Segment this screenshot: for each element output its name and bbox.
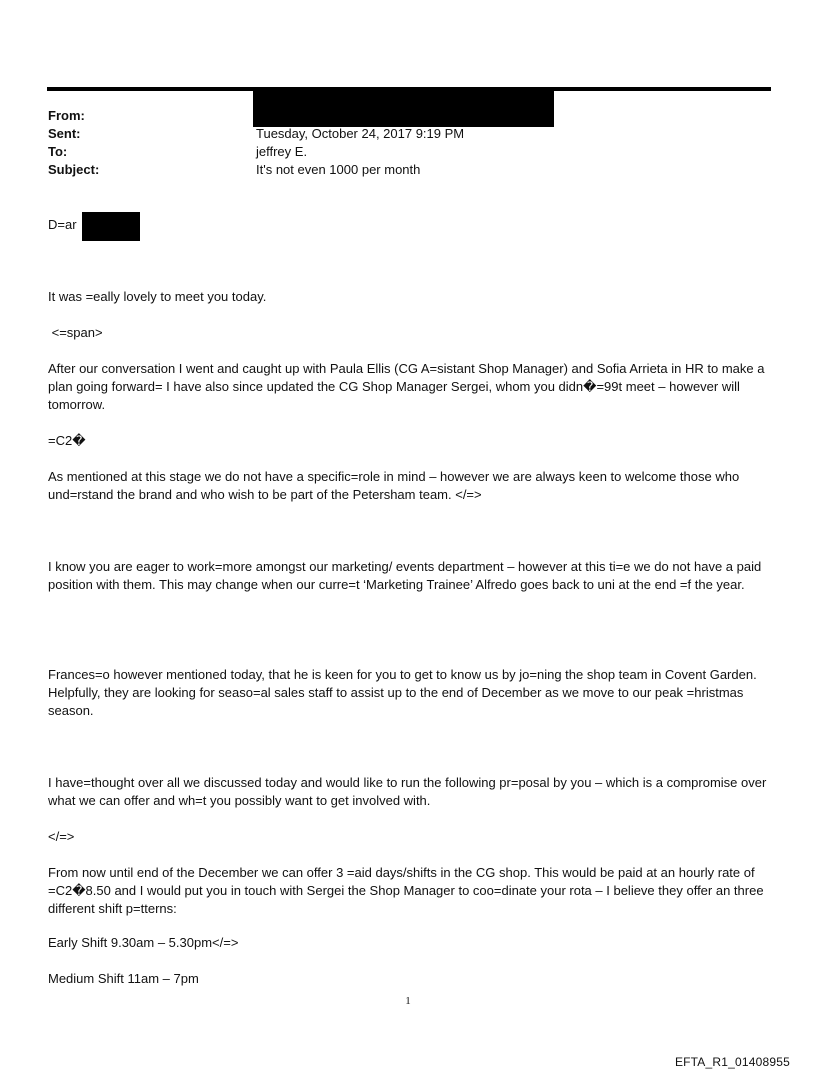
header-subject-row xyxy=(48,161,768,179)
header-sent-row xyxy=(48,125,768,143)
from-label: From: xyxy=(48,108,85,123)
paragraph-10: From now until end of the December we can offer 3 =aid days/shifts in the CG shop. This would be paid at an hourly rate of =C2�8.50 and I would put you in touch with Sergei the Shop Manager to coo=dinate your rota – I believe they offer an three different shift p=tterns: xyxy=(48,865,764,916)
subject-label: Subject: xyxy=(48,162,100,177)
sent-value: Tuesday, October 24, 2017 9:19 PM xyxy=(256,126,465,141)
paragraph-5: As mentioned at this stage we do not have a specific=role in mind – however we are always keen to welcome those who und=rstand the brand and who wish to be part of the Petersham team. </=> xyxy=(48,469,740,502)
paragraph-9: </=> xyxy=(48,829,75,844)
to-label: To: xyxy=(48,144,68,159)
header-to-row xyxy=(48,143,768,161)
paragraph-2: <=span> xyxy=(48,325,103,340)
header-from-row xyxy=(48,107,768,125)
greeting: D=ar xyxy=(48,217,77,232)
paragraph-12: Medium Shift 11am – 7pm xyxy=(48,971,199,986)
subject-value: It's not even 1000 per month xyxy=(256,162,421,177)
paragraph-3: After our conversation I went and caught up with Paula Ellis (CG A=sistant Shop Manager) and Sofia Arrieta in HR to make a plan going forward= I have also since updated the CG Shop Manager Sergei, whom you didn�=99t meet – however will tomorrow. xyxy=(48,361,765,412)
paragraph-4: =C2� xyxy=(48,433,86,448)
paragraph-8: I have=thought over all we discussed today and would like to run the following pr=posal by you – which is a compromise over what we can offer and wh=t you possibly want to get involved with. xyxy=(48,775,767,808)
document-id: EFTA_R1_01408955 xyxy=(674,1055,790,1069)
paragraph-1: It was =eally lovely to meet you today. xyxy=(48,289,267,304)
redaction-box-name xyxy=(82,212,140,241)
paragraph-7: Frances=o however mentioned today, that he is keen for you to get to know us by jo=ning the shop team in Covent Garden. Helpfully, they are looking for seaso=al sales staff to assist up to the end of December as we move to our peak =hristmas season. xyxy=(48,667,757,718)
sent-label: Sent: xyxy=(48,126,81,141)
paragraph-11: Early Shift 9.30am – 5.30pm</=> xyxy=(48,935,239,950)
page-number: 1 xyxy=(405,995,411,1007)
paragraph-6: I know you are eager to work=more amongst our marketing/ events department – however at this ti=e we do not have a paid position with them. This may change when our curre=t ‘Marketing Trainee’ Alfredo goes back to uni at the end =f the year. xyxy=(48,559,762,592)
to-value: jeffrey E. xyxy=(256,144,308,159)
